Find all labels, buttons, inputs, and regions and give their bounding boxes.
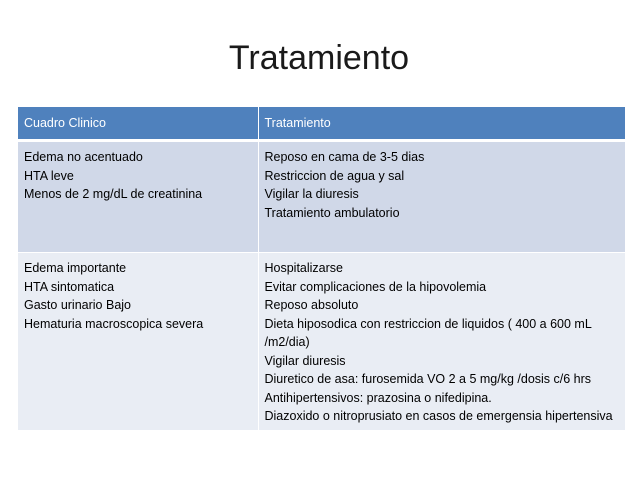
list-item: Edema importante (24, 261, 127, 275)
list-item: Diazoxido o nitroprusiato en casos de emergensia hipertensiva (264, 409, 613, 423)
list-item: Reposo en cama de 3-5 dias (264, 150, 425, 164)
list-item: Diuretico de asa: furosemida VO 2 a 5 mg/kg /dosis c/6 hrs (264, 372, 592, 386)
list-item: Tratamiento ambulatorio (264, 205, 400, 220)
list-item: Menos de 2 mg/dL de creatinina (24, 187, 203, 201)
list-item: Restriccion de agua y sal (264, 168, 405, 183)
list-item: Gasto urinario Bajo (24, 298, 132, 312)
list-item: Reposo absoluto (264, 298, 359, 312)
slide-title: Tratamiento (228, 39, 410, 77)
list-item: Antihipertensivos: prazosina o nifedipina. (264, 390, 492, 405)
cell-cuadro-clinico (18, 141, 258, 253)
cell-tratamiento (258, 141, 625, 253)
header-cuadro-clinico: Cuadro Clinico (18, 107, 258, 141)
list-item: Edema no acentuado (24, 150, 143, 164)
header-tratamiento: Tratamiento (258, 107, 625, 141)
list-item: Evitar complicaciones de la hipovolemia (264, 279, 487, 294)
cell-cuadro-clinico (18, 253, 258, 431)
treatment-table (18, 107, 625, 431)
list-item: Hospitalizarse (264, 261, 344, 275)
list-item: Hematuria macroscopica severa (24, 316, 204, 331)
list-item: HTA sintomatica (24, 279, 115, 294)
list-item: Vigilar diuresis (264, 353, 346, 368)
list-item: Dieta hiposodica con restriccion de liquidos ( 400 a 600 mL /m2/dia) (264, 316, 592, 349)
table-row (18, 141, 625, 253)
list-item: Vigilar la diuresis (264, 187, 359, 201)
table-row (18, 253, 625, 431)
cell-tratamiento (258, 253, 625, 431)
table-header-row (18, 107, 625, 141)
list-item: HTA leve (24, 168, 74, 183)
